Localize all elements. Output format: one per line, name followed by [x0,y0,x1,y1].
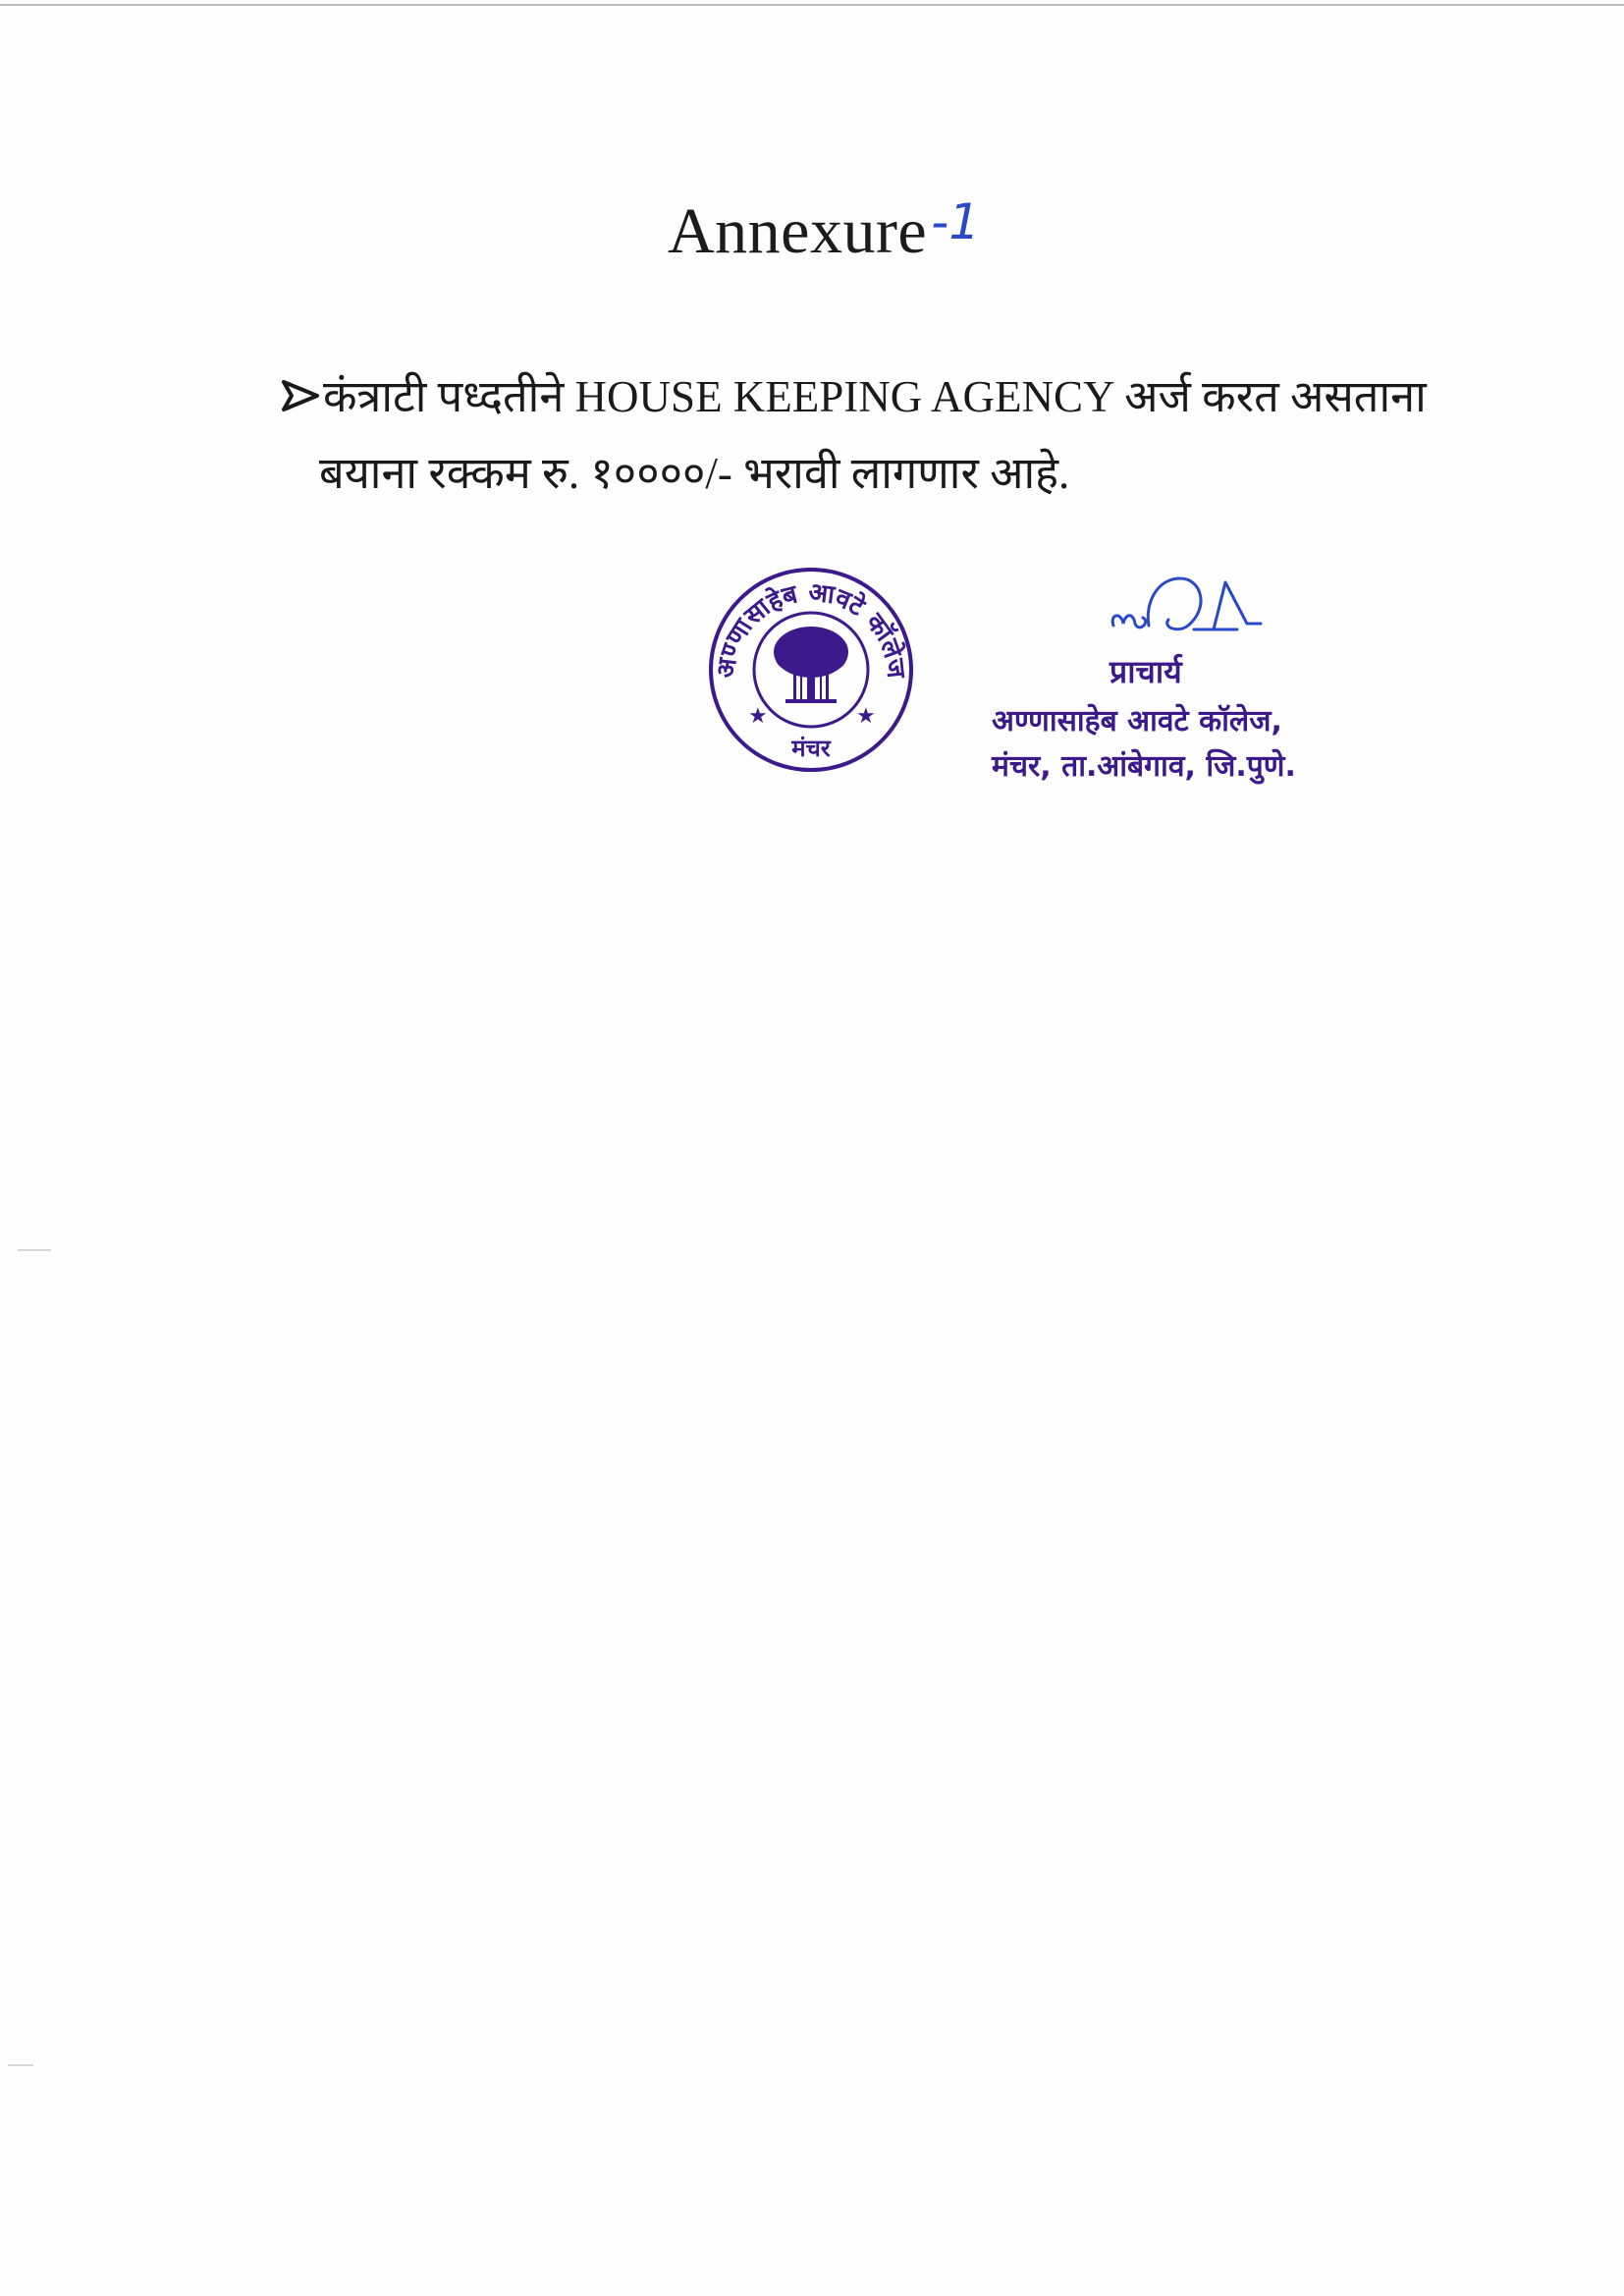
scan-artifact [18,1249,51,1251]
heading [668,194,980,269]
banyan-tree-icon [774,627,848,703]
college-seal-stamp [703,562,919,778]
handwritten-annexure-number: -1 [931,193,981,250]
seal-text-bottom: मंचर [791,735,831,762]
bullet-text-line-2: बयाना रक्कम रु. १००००/- भरावी लागणार आहे. [319,449,1070,498]
bullet-item [280,365,1427,425]
seal-star-right-icon: ★ [856,704,876,729]
principal-designation: प्राचार्य [1110,653,1182,690]
seal-text-top: अण्णासाहेब आवटे कॉलेज [711,577,911,680]
bullet-text-line-1: कंत्राटी पध्दतीने HOUSE KEEPING AGENCY अर्ज करत असताना [323,372,1427,421]
page-title: Annexure [668,195,928,267]
institution-address: मंचर, ता.आंबेगाव, जि.पुणे. [992,749,1296,784]
arrow-bullet-icon [280,378,321,413]
scan-top-edge [0,4,1624,6]
institution-name: अण्णासाहेब आवटे कॉलेज, [992,704,1282,738]
scan-artifact [8,2064,33,2066]
principal-signature [1100,565,1276,653]
seal-star-left-icon: ★ [748,704,768,729]
